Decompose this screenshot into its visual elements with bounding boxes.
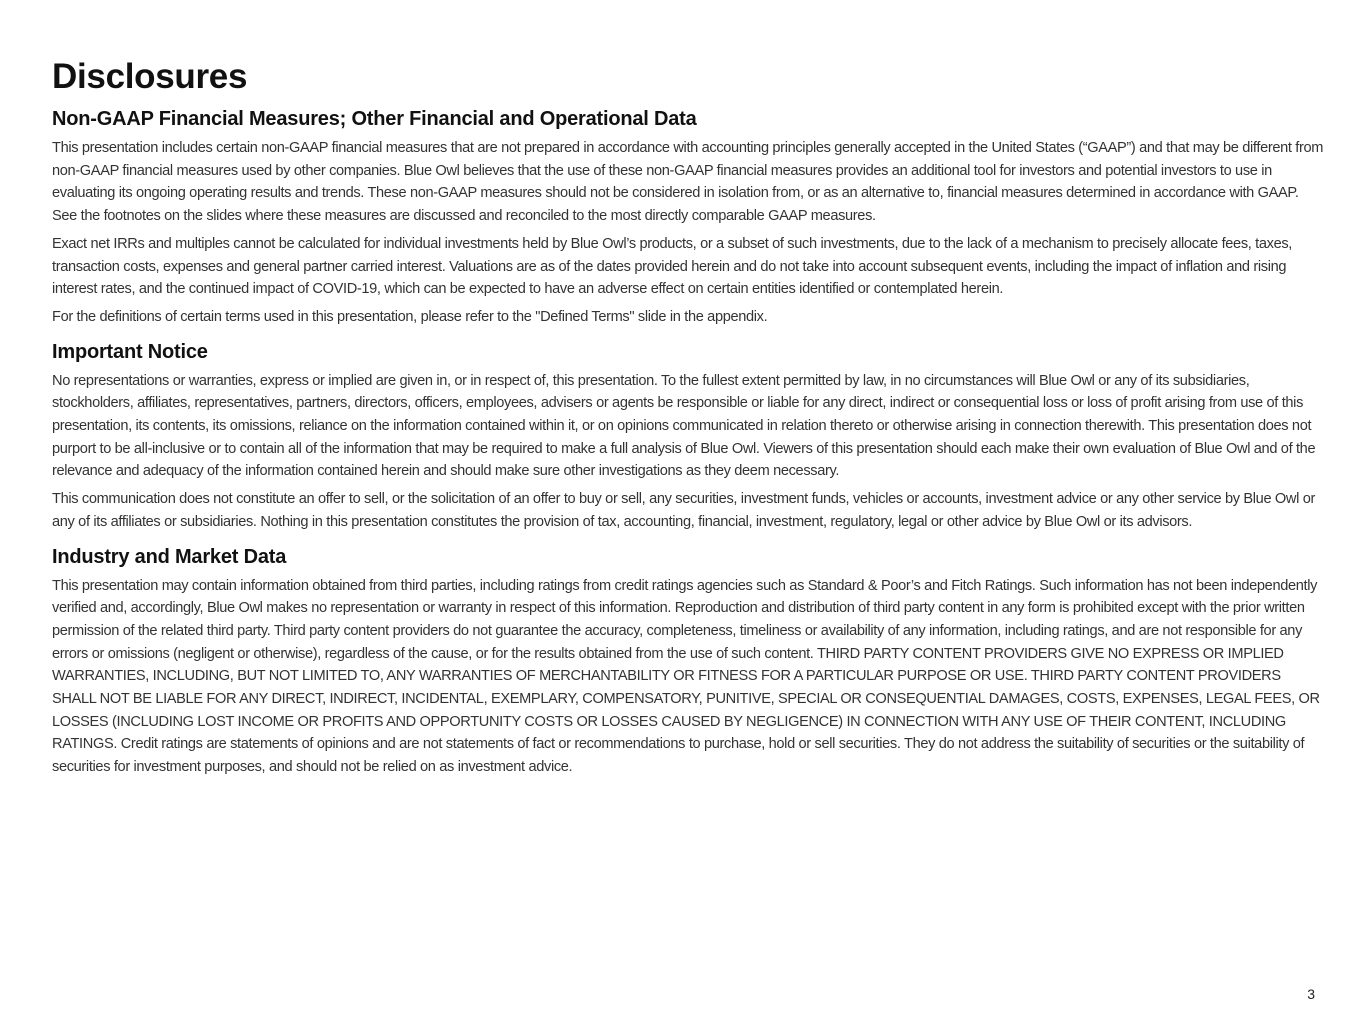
section-paragraph: This presentation includes certain non-GAAP financial measures that are not prepared in accordance with accounting principles generally accepted in the United States (“GAAP”) and that may be different from non-GAAP financial measures used by other companies. Blue Owl believes that the use of these non-GAAP financial measures provides an additional tool for investors and potential investors to use in evaluating its ongoing operating results and trends. These non-GAAP measures should not be considered in isolation from, or as an alternative to, financial measures determined in accordance with GAAP. See the footnotes on the slides where these measures are discussed and reconciled to the most directly comparable GAAP measures. xyxy=(52,140,1324,225)
section-heading: Important Notice xyxy=(52,340,208,363)
section-paragraph: Exact net IRRs and multiples cannot be calculated for individual investments held by Blue Owl’s products, or a subset of such investments, due to the lack of a mechanism to precisely allocate fees, taxes, transaction costs, expenses and general partner carried interest. Valuations are as of the dates provided herein and do not take into account subsequent events, including the impact of inflation and rising interest rates, and the continued impact of COVID-19, which can be expected to have an adverse effect on certain entities identified or contemplated herein. xyxy=(52,235,1293,298)
section-paragraph: This presentation may contain information obtained from third parties, including ratings from credit ratings agencies such as Standard & Poor’s and Fitch Ratings. Such information has not been independently verified and, accordingly, Blue Owl makes no representation or warranty in respect of this information. Reproduction and distribution of third party content in any form is prohibited except with the prior written permission of the related third party. Third party content providers do not guarantee the accuracy, completeness, timeliness or availability of any information, including ratings, and are not responsible for any errors or omissions (negligent or otherwise), regardless of the cause, or for the results obtained from the use of such content. THIRD PARTY CONTENT PROVIDERS GIVE NO EXPRESS OR IMPLIED WARRANTIES, INCLUDING, BUT NOT LIMITED TO, ANY WARRANTIES OF MERCHANTABILITY OR FITNESS FOR A PARTICULAR PURPOSE OR USE. THIRD PARTY CONTENT PROVIDERS SHALL NOT BE LIABLE FOR ANY DIRECT, INDIRECT, INCIDENTAL, EXEMPLARY, COMPENSATORY, PUNITIVE, SPECIAL OR CONSEQUENTIAL DAMAGES, COSTS, EXPENSES, LEGAL FEES, OR LOSSES (INCLUDING LOST INCOME OR PROFITS AND OPPORTUNITY COSTS OR LOSSES CAUSED BY NEGLIGENCE) IN CONNECTION WITH ANY USE OF THEIR CONTENT, INCLUDING RATINGS. Credit ratings are statements of opinions and are not statements of fact or recommendations to purchase, hold or sell securities. They do not address the suitability of securities or the suitability of securities for investment purposes, and should not be relied on as investment advice. xyxy=(52,577,1320,776)
page-title: Disclosures xyxy=(52,57,248,96)
disclosures-page xyxy=(52,56,1324,789)
page-number: 3 xyxy=(1307,986,1315,1002)
section-paragraph: This communication does not constitute an offer to sell, or the solicitation of an offer to buy or sell, any securities, investment funds, vehicles or accounts, investment advice or any other service by Blue Owl or any of its affiliates or subsidiaries. Nothing in this presentation constitutes the provision of tax, accounting, financial, investment, regulatory, legal or other advice by Blue Owl or its advisors. xyxy=(52,491,1315,530)
section-heading: Non-GAAP Financial Measures; Other Financial and Operational Data xyxy=(52,108,697,130)
section-paragraph: For the definitions of certain terms used in this presentation, please refer to the "Defined Terms" slide in the appendix. xyxy=(52,308,768,325)
section-heading: Industry and Market Data xyxy=(52,545,287,568)
section-important-notice xyxy=(52,339,1324,534)
section-non-gaap xyxy=(52,106,1324,329)
section-paragraph: No representations or warranties, express or implied are given in, or in respect of, this presentation. To the fullest extent permitted by law, in no circumstances will Blue Owl or any of its subsidiaries, stockholders, affiliates, representatives, partners, directors, officers, employees, advisers or agents be responsible or liable for any direct, indirect or consequential loss or loss of profit arising from use of this presentation, its contents, its omissions, reliance on the information contained within it, or on opinions communicated in relation thereto or otherwise arising in connection therewith. This presentation does not purport to be all-inclusive or to contain all of the information that may be required to make a full analysis of Blue Owl. Viewers of this presentation should each make their own evaluation of Blue Owl and of the relevance and adequacy of the information contained herein and should make sure other investigations as they deem necessary. xyxy=(52,372,1316,480)
section-industry-market-data xyxy=(52,544,1324,779)
